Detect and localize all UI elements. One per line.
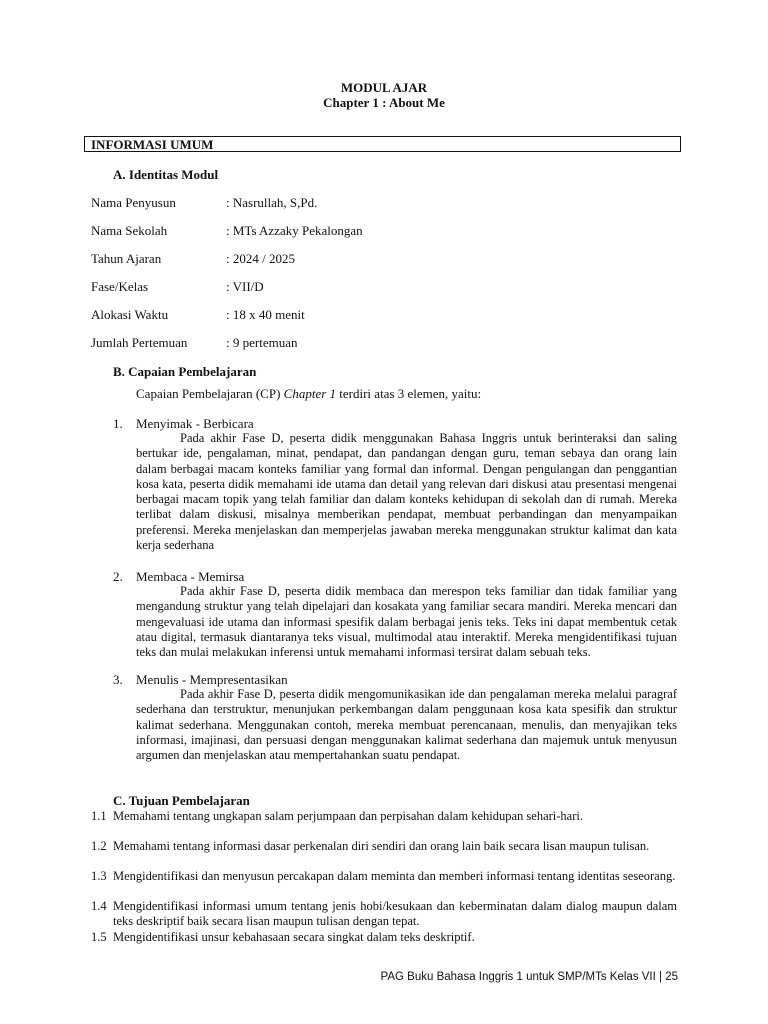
identity-label: Alokasi Waktu: [91, 307, 169, 322]
identity-label: Nama Sekolah: [91, 223, 168, 238]
element-paragraph: Pada akhir Fase D, peserta didik mengomunikasikan ide dan pengalaman mereka melalui paragraf sederhana dan terstruktur, menunjukan perkembangan dalam penggunaan kosa kata spesifik dan struktur kalimat sederhana. Menggunakan contoh, mereka membuat perencanaan, menulis, dan menyajikan teks informasi, imajinasi, dan persuasi dengan menggunakan kalimat sederhana dan majemuk untuk menyusun argumen dan menjelaskan atau mempertahankan suatu pendapat.: [136, 687, 677, 763]
objective-number: 1.1: [91, 809, 107, 823]
element-number: 3.: [113, 672, 123, 687]
cp-intro-text-end: terdiri atas 3 elemen, yaitu:: [336, 386, 482, 401]
document-title: MODUL AJAR: [340, 80, 428, 95]
element-title: Menyimak - Berbicara: [136, 416, 254, 431]
objective-text: Mengidentifikasi dan menyusun percakapan dalam meminta dan memberi informasi tentang identitas seseorang.: [113, 869, 676, 883]
identity-value: : VII/D: [226, 279, 264, 294]
section-a-heading: A. Identitas Modul: [113, 167, 219, 182]
cp-intro-chapter: Chapter 1: [283, 386, 337, 401]
section-b-heading: B. Capaian Pembelajaran: [113, 364, 257, 379]
identity-label: Nama Penyusun: [91, 195, 176, 210]
element-paragraph: Pada akhir Fase D, peserta didik menggunakan Bahasa Inggris untuk berinteraksi dan saling bertukar ide, pengalaman, minat, pendapat, dan pandangan dengan guru, teman sebaya dan orang lain dalam berbagai macam konteks familiar yang formal dan informal. Dengan pengulangan dan penggantian kosa kata, peserta didik memahami ide utama dan detail yang relevan dari diskusi atau presentasi mengenai berbagai macam topik yang telah familiar dan dalam konteks kehidupan di sekolah dan di rumah. Mereka terlibat dalam diskusi, misalnya memberikan pendapat, membuat perbandingan dan menyampaikan preferensi. Mereka menjelaskan dan memperjelas jawaban mereka menggunakan struktur kalimat dan kata kerja sederhana: [136, 431, 677, 553]
identity-value: : 9 pertemuan: [226, 335, 298, 350]
element-title: Membaca - Memirsa: [136, 569, 245, 584]
identity-label: Jumlah Pertemuan: [91, 335, 188, 350]
chapter-subtitle: Chapter 1 : About Me: [323, 95, 445, 110]
identity-label: Tahun Ajaran: [91, 251, 162, 266]
objective-text: Mengidentifikasi unsur kebahasaan secara singkat dalam teks deskriptif.: [113, 930, 475, 944]
cp-intro-text: Capaian Pembelajaran (CP): [136, 386, 284, 401]
objective-number: 1.5: [91, 930, 107, 944]
objective-number: 1.2: [91, 839, 107, 853]
element-title: Menulis - Mempresentasikan: [136, 672, 288, 687]
element-number: 1.: [113, 416, 123, 431]
objective-text: Memahami tentang ungkapan salam perjumpaan dan perpisahan dalam kehidupan sehari-hari.: [113, 809, 583, 823]
identity-value: : Nasrullah, S,Pd.: [226, 195, 318, 210]
element-number: 2.: [113, 569, 123, 584]
identity-label: Fase/Kelas: [91, 279, 149, 294]
identity-value: : MTs Azzaky Pekalongan: [226, 223, 363, 238]
element-paragraph: Pada akhir Fase D, peserta didik membaca dan merespon teks familiar dan tidak familiar yang mengandung struktur yang telah dipelajari dan kosakata yang familiar secara mandiri. Mereka mencari dan mengevaluasi ide utama dan informasi spesifik dalam berbagai jenis teks. Teks ini dapat membentuk cetak atau digital, termasuk diantaranya teks visual, multimodal atau interaktif. Mereka mengidentifikasi tujuan teks dan mulai melakukan inferensi untuk memahami informasi tersirat dalam sebuah teks.: [136, 584, 677, 660]
objective-number: 1.4: [91, 899, 107, 913]
identity-value: : 2024 / 2025: [226, 251, 295, 266]
identity-value: : 18 x 40 menit: [226, 307, 305, 322]
page-footer: PAG Buku Bahasa Inggris 1 untuk SMP/MTs Kelas VII | 25: [380, 971, 678, 983]
objective-number: 1.3: [91, 869, 107, 883]
objective-text: Memahami tentang informasi dasar perkenalan diri sendiri dan orang lain baik secara lisan maupun tulisan.: [113, 839, 650, 853]
objective-text: Mengidentifikasi informasi umum tentang jenis hobi/kesukaan dan keberminatan dalam dialog maupun dalam teks deskriptif baik secara lisan maupun tulisan dengan tepat.: [113, 899, 677, 929]
info-umum-box: INFORMASI UMUM: [84, 136, 681, 152]
cp-intro: [136, 386, 481, 402]
section-c-heading: C. Tujuan Pembelajaran: [113, 793, 250, 808]
